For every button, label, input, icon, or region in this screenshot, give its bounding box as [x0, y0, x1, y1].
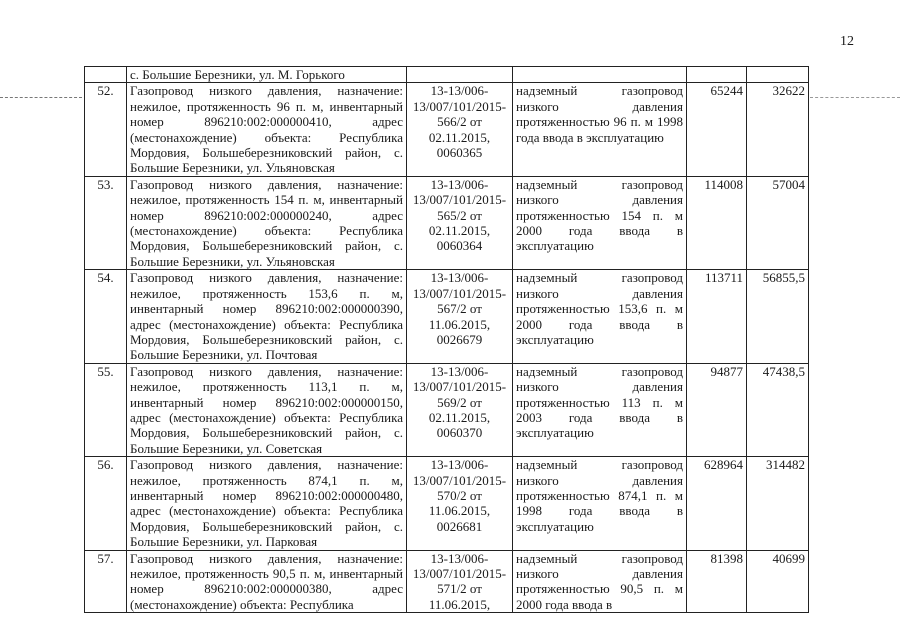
cell-value-1: 94877: [687, 363, 747, 456]
table-row: [85, 83, 809, 176]
cell-value-2: 32622: [747, 83, 809, 176]
table-row: [85, 363, 809, 456]
cell-registration: 13-13/006-13/007/101/2015-567/2 от 11.06.2015, 0026679: [407, 270, 513, 363]
cell-registration: 13-13/006-13/007/101/2015-570/2 от 11.06.2015, 0026681: [407, 457, 513, 550]
cell-description: Газопровод низкого давления, назначение: нежилое, протяженность 153,6 п. м, инвентарный номер 896210:002:000000390, адрес (местонахождение) объекта: Республика Мордовия, Большеберезниковский район, с. Большие Березники, ул. Почтовая: [127, 270, 407, 363]
cell-characteristics: надземный газопровод низкого давления протяженностью 90,5 п. м 2000 года ввода в: [513, 550, 687, 613]
cell-value-2: 57004: [747, 176, 809, 269]
cell-value-1: 628964: [687, 457, 747, 550]
cell-value-2: 47438,5: [747, 363, 809, 456]
cell-description: Газопровод низкого давления, назначение: нежилое, протяженность 90,5 п. м, инвентарный номер 896210:002:000000380, адрес (местонахождение) объекта: Республика: [127, 550, 407, 613]
cell-registration: 13-13/006-13/007/101/2015-565/2 от 02.11.2015, 0060364: [407, 176, 513, 269]
cell-value-2: 40699: [747, 550, 809, 613]
cell-characteristics: надземный газопровод низкого давления протяженностью 874,1 п. м 1998 года ввода в эксплуатацию: [513, 457, 687, 550]
cell-value-2: [747, 67, 809, 83]
cell-description: Газопровод низкого давления, назначение: нежилое, протяженность 113,1 п. м, инвентарный номер 896210:002:000000150, адрес (местонахождение) объекта: Республика Мордовия, Большеберезниковский район, с. Большие Березники, ул. Советская: [127, 363, 407, 456]
margin-mark-right: [810, 97, 900, 98]
cell-characteristics: надземный газопровод низкого давления протяженностью 96 п. м 1998 года ввода в эксплуатацию: [513, 83, 687, 176]
cell-registration: 13-13/006-13/007/101/2015-571/2 от 11.06.2015,: [407, 550, 513, 613]
cell-num: 55.: [85, 363, 127, 456]
cell-registration: 13-13/006-13/007/101/2015-566/2 от 02.11.2015, 0060365: [407, 83, 513, 176]
table-row: [85, 270, 809, 363]
table-row: [85, 457, 809, 550]
cell-value-2: 56855,5: [747, 270, 809, 363]
cell-num: 56.: [85, 457, 127, 550]
table-row: [85, 550, 809, 613]
cell-characteristics: [513, 67, 687, 83]
cell-registration: [407, 67, 513, 83]
cell-description: Газопровод низкого давления, назначение: нежилое, протяженность 874,1 п. м, инвентарный номер 896210:002:000000480, адрес (местонахождение) объекта: Республика Мордовия, Большеберезниковский район, с. Большие Березники, ул. Парковая: [127, 457, 407, 550]
cell-characteristics: надземный газопровод низкого давления протяженностью 154 п. м 2000 года ввода в эксплуатацию: [513, 176, 687, 269]
margin-mark-left: [0, 97, 82, 98]
cell-registration: 13-13/006-13/007/101/2015-569/2 от 02.11.2015, 0060370: [407, 363, 513, 456]
cell-description: Газопровод низкого давления, назначение: нежилое, протяженность 154 п. м, инвентарный номер 896210:002:000000240, адрес (местонахождение) объекта: Республика Мордовия, Большеберезниковский район, с. Большие Березники, ул. Ульяновская: [127, 176, 407, 269]
property-registry-table: [84, 66, 809, 613]
table-row: [85, 176, 809, 269]
cell-num: [85, 67, 127, 83]
cell-characteristics: надземный газопровод низкого давления протяженностью 153,6 п. м 2000 года ввода в эксплуатацию: [513, 270, 687, 363]
cell-num: 57.: [85, 550, 127, 613]
cell-description: с. Большие Березники, ул. М. Горького: [127, 67, 407, 83]
page-number: 12: [840, 34, 854, 49]
cell-value-1: 65244: [687, 83, 747, 176]
cell-num: 53.: [85, 176, 127, 269]
cell-characteristics: надземный газопровод низкого давления протяженностью 113 п. м 2003 года ввода в эксплуатацию: [513, 363, 687, 456]
cell-value-1: [687, 67, 747, 83]
cell-num: 54.: [85, 270, 127, 363]
cell-description: Газопровод низкого давления, назначение: нежилое, протяженность 96 п. м, инвентарный номер 896210:002:000000410, адрес (местонахождение) объекта: Республика Мордовия, Большеберезниковский район, с. Большие Березники, ул. Ульяновская: [127, 83, 407, 176]
cell-value-1: 81398: [687, 550, 747, 613]
cell-value-1: 113711: [687, 270, 747, 363]
cell-value-2: 314482: [747, 457, 809, 550]
table-row-continuation: [85, 67, 809, 83]
cell-value-1: 114008: [687, 176, 747, 269]
cell-num: 52.: [85, 83, 127, 176]
